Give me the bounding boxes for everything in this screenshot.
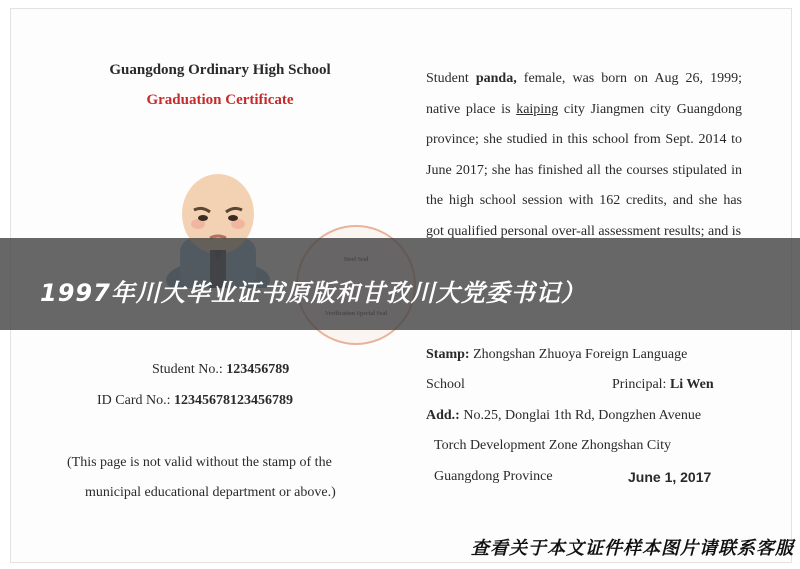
stamp-value: Zhongshan Zhuoya Foreign Language xyxy=(469,347,688,362)
banner-title: 1997年川大毕业证书原版和甘孜川大党委书记） xyxy=(40,279,586,307)
principal-line xyxy=(612,377,714,393)
stamp-line xyxy=(426,347,687,363)
certificate-title: Graduation Certificate xyxy=(146,92,294,108)
student-number-line xyxy=(152,362,289,378)
student-number-value: 123456789 xyxy=(226,362,290,377)
validity-note-line1: (This page is not valid without the stamp of the xyxy=(67,455,332,470)
issue-date: June 1, 2017 xyxy=(628,469,712,485)
address-line3: Guangdong Province xyxy=(434,469,553,484)
certificate-paragraph xyxy=(426,64,742,247)
paragraph-text: city Jiangmen city Guangdong province; she studied in this school from Sept. 2014 to June 2017; she has finished all the courses stipulated in the high school session with 162 credits, and she has got qualified personal over-all assessment results; and is xyxy=(426,101,742,239)
address-line1 xyxy=(426,408,701,424)
contact-service-link[interactable]: 查看关于本文证件样本图片请联系客服 xyxy=(471,538,794,559)
principal-label: Principal: xyxy=(612,377,670,392)
address-value: No.25, Donglai 1th Rd, Dongzhen Avenue xyxy=(459,408,702,423)
address-label: Add.: xyxy=(426,408,460,423)
student-number-label: Student No.: xyxy=(152,362,227,377)
id-card-value: 12345678123456789 xyxy=(174,393,293,408)
stamp-label: Stamp: xyxy=(426,347,470,362)
student-name: panda, xyxy=(475,71,517,86)
id-card-line xyxy=(97,393,293,409)
school-name: Guangdong Ordinary High School xyxy=(109,62,331,78)
id-card-label: ID Card No.: xyxy=(97,393,174,408)
paragraph-text: female, was born on Aug 26, 1999; native place is xyxy=(426,71,742,117)
native-place: kaiping xyxy=(516,101,559,117)
principal-name: Li Wen xyxy=(669,377,714,392)
stamp-school: School xyxy=(426,377,465,392)
address-line2: Torch Development Zone Zhongshan City xyxy=(434,438,671,453)
validity-note-line2: municipal educational department or above.) xyxy=(85,485,336,500)
paragraph-text: Student xyxy=(426,71,476,86)
